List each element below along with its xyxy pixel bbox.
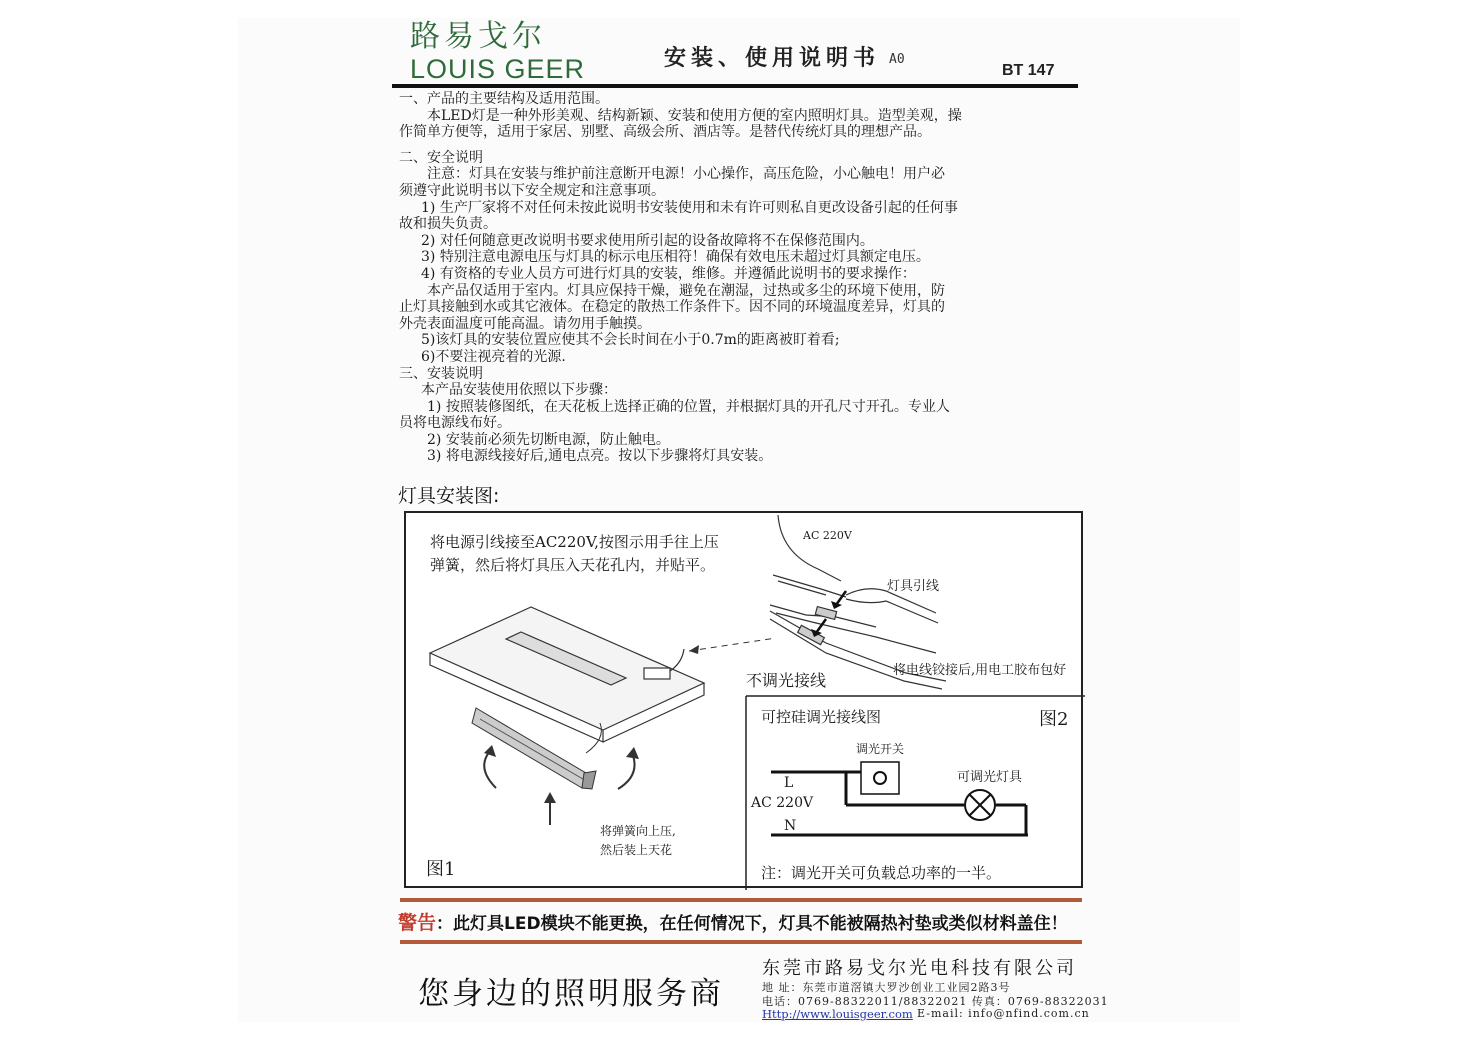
document-version: A0 [889,52,905,67]
dimmer-note: 注：调光开关可负载总功率的一半。 [761,864,1002,882]
ac-220v-circuit-label: AC 220V [751,795,814,811]
warning-rule-top [400,898,1082,902]
install-step-2: 2) 安装前必须先切断电源，防止触电。 [427,431,670,448]
safety-paragraph: 外壳表面温度可能高温。请勿用手触摸。 [399,315,651,332]
line-L-label: L [784,775,794,791]
install-step-3: 3) 将电源线接好后,通电点亮。按以下步骤将灯具安装。 [427,448,773,465]
company-email: E-mail: info@nfind.com.cn [917,1007,1090,1020]
dimmer-switch-label: 调光开关 [856,742,905,756]
non-dimming-label: 不调光接线 [746,671,827,690]
company-name: 东莞市路易戈尔光电科技有限公司 [762,958,1077,979]
company-address: 地 址：东莞市道滘镇大罗沙创业工业园2路3号 [762,981,1011,994]
installation-diagram [404,511,1083,888]
ac-220v-label: AC 220V [803,529,852,542]
warning-text: ：此灯具LED模块不能更换，在任何情况下，灯具不能被隔热衬垫或类似材料盖住！ [436,914,1068,934]
model-number: BT 147 [1002,62,1055,79]
section-3-text: 本产品安装使用依照以下步骤： [421,382,617,399]
dimmer-switch-icon [861,762,899,794]
safety-item-1: 1) 生产厂家将不对任何未按此说明书安装使用和未有许可则私自更改设备引起的任何事 [421,199,958,216]
company-slogan: 您身边的照明服务商 [418,976,724,1012]
warning-banner [398,908,1068,935]
wire-wrap-label: 将电线铰接后,用电工胶布包好 [893,663,1067,678]
safety-item-5: 5)该灯具的安装位置应使其不会长时间在小于0.7m的距离被盯着看; [421,332,840,349]
spring-instruction [600,822,676,860]
rotate-arrow-icon [626,747,639,759]
lamp-lead-label: 灯具引线 [887,579,940,594]
document-title: 安装、使用说明书 [664,46,881,71]
section-1-text: 作简单方便等，适用于家居、别墅、高级会所、酒店等。是替代传统灯具的理想产品。 [399,124,931,141]
section-3-title: 三、安装说明 [399,365,483,382]
header-divider [392,84,1078,88]
rotate-arrow-icon [618,753,635,789]
callout-arrowhead [689,645,699,654]
section-2-title: 二、安全说明 [399,149,483,166]
instructions-body [399,91,1085,465]
line-N-label: N [784,818,797,834]
safety-item-6: 6)不要注视亮着的光源. [421,348,566,365]
diagram-section-title: 灯具安装图: [398,485,500,507]
website-link[interactable]: Http://www.louisgeer.com [762,1007,913,1021]
install-step-1: 员将电源线布好。 [399,415,511,432]
install-instruction-line: 弹簧，然后将灯具压入天花孔内，并贴平。 [430,556,716,574]
warning-label: 警告 [398,912,437,934]
spring-instruction-line: 然后装上天花 [600,843,673,857]
ceiling-panel-drawing [430,607,704,742]
install-step-1: 1) 按照装修图纸，在天花板上选择正确的位置，并根据灯具的开孔尺寸开孔。专业人 [427,398,950,415]
callout-dashed-line [689,638,776,651]
install-instruction [430,531,719,577]
dimmable-lamp-label: 可调光灯具 [957,770,1023,785]
down-arrow-icon [836,591,846,605]
section-2-text: 须遵守此说明书以下安全规定和注意事项。 [399,182,665,199]
logo-chinese: 路易戈尔 [410,19,546,54]
logo-english: LOUIS GEER [410,54,586,84]
section-1-text: 本LED灯是一种外形美观、结构新颖、安装和使用方便的室内照明灯具。造型美观，操 [427,107,962,124]
figure-2-title: 可控硅调光接线图 [761,708,882,726]
company-phone: 电话：0769-88322011/88322021 传真：0769-88322031 [762,995,1109,1008]
section-2-text: 注意：灯具在安装与维护前注意断开电源！小心操作，高压危险，小心触电！用户必 [427,166,945,183]
rotate-arrow-icon [484,751,496,788]
figure-2-label: 图2 [1039,709,1069,730]
down-arrow-icon [816,619,826,633]
rotate-arrow-icon [484,745,496,757]
safety-paragraph: 止灯具接触到水或其它液体。在稳定的散热工作条件下。因不同的环境温度差异，灯具的 [399,299,945,316]
figure-1-label: 图1 [426,859,456,880]
install-instruction-line: 将电源引线接至AC220V,按图示用手往上压 [430,533,719,551]
safety-item-2: 2) 对任何随意更改说明书要求使用所引起的设备故障将不在保修范围内。 [421,232,874,249]
safety-paragraph: 本产品仅适用于室内。灯具应保持干燥，避免在潮湿，过热或多尘的环境下使用，防 [427,282,945,299]
section-1-title: 一、产品的主要结构及适用范围。 [399,91,609,107]
up-arrow-icon [544,792,556,803]
warning-rule-bottom [400,940,1082,944]
safety-item-3: 3) 特别注意电源电压与灯具的标示电压相符！确保有效电压未超过灯具额定电压。 [421,249,930,266]
spring-instruction-line: 将弹簧向上压, [600,824,676,838]
safety-item-1: 故和损失负责。 [399,216,497,233]
safety-item-4: 4) 有资格的专业人员方可进行灯具的安装，维修。并遵循此说明书的要求操作： [421,265,916,282]
